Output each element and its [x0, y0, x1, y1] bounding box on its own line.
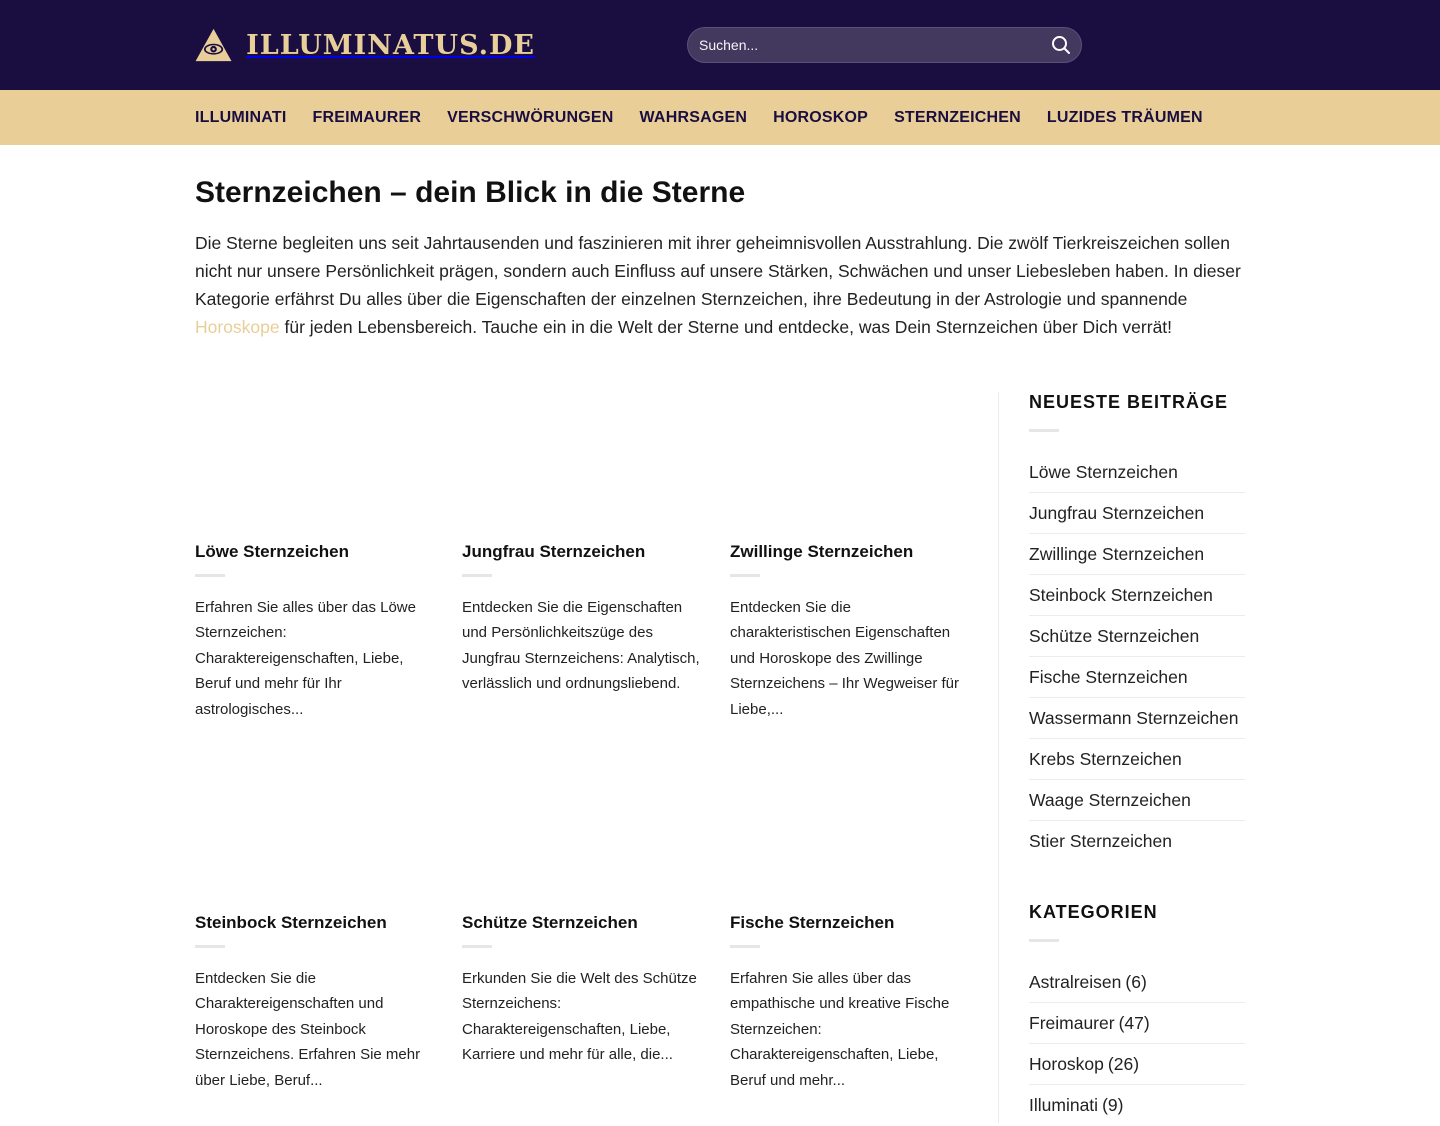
list-item	[1029, 780, 1245, 821]
post-card	[195, 542, 435, 722]
post-divider	[195, 945, 225, 948]
post-card	[730, 913, 970, 1093]
category-intro	[195, 229, 1245, 341]
list-item	[1029, 1003, 1245, 1044]
widget-divider	[1029, 939, 1059, 942]
sidebar	[1029, 392, 1245, 1126]
list-item	[1029, 698, 1245, 739]
list-item	[1029, 739, 1245, 780]
list-item	[1029, 575, 1245, 616]
logo-text: ILLUMINATUS.DE	[246, 29, 535, 61]
nav-item-freimaurer[interactable]: FREIMAURER	[312, 108, 422, 126]
search-input[interactable]	[688, 28, 1041, 62]
post-card	[195, 913, 435, 1093]
post-excerpt: Erfahren Sie alles über das Löwe Sternzeichen: Charaktereigenschaften, Liebe, Beruf und mehr für Ihr astrologisches...	[195, 599, 416, 718]
search-button[interactable]	[1041, 28, 1081, 62]
post-card	[730, 542, 970, 722]
list-item	[1029, 657, 1245, 698]
post-title[interactable]: Steinbock Sternzeichen	[195, 913, 387, 932]
horoskope-link[interactable]: Horoskope	[195, 317, 280, 337]
post-divider	[462, 945, 492, 948]
sidebar-separator	[998, 392, 999, 1123]
post-excerpt: Entdecken Sie die Charaktereigenschaften und Horoskope des Steinbock Sternzeichens. Erfahren Sie mehr über Liebe, Beruf...	[195, 970, 421, 1089]
search-bar	[687, 27, 1082, 63]
main-navigation	[0, 90, 1440, 145]
category-link[interactable]: Astralreisen	[1029, 971, 1122, 992]
widget-divider	[1029, 429, 1059, 432]
post-card	[462, 913, 702, 1068]
list-item	[1029, 616, 1245, 657]
nav-item-horoskop[interactable]: HOROSKOP	[773, 108, 869, 126]
post-excerpt: Erkunden Sie die Welt des Schütze Sternzeichens: Charaktereigenschaften, Liebe, Karriere und mehr für alle, die...	[462, 970, 697, 1064]
post-excerpt: Entdecken Sie die charakteristischen Eigenschaften und Horoskope des Zwillinge Sternzeichens – Ihr Wegweiser für Liebe,...	[730, 599, 959, 718]
nav-list	[195, 90, 1229, 145]
category-count: (47)	[1118, 1012, 1150, 1033]
recent-post-link[interactable]: Krebs Sternzeichen	[1029, 748, 1182, 769]
recent-post-link[interactable]: Löwe Sternzeichen	[1029, 461, 1178, 482]
list-item	[1029, 534, 1245, 575]
page-title: Sternzeichen – dein Blick in die Sterne	[195, 176, 746, 209]
post-divider	[462, 574, 492, 577]
recent-posts-title: NEUESTE BEITRÄGE	[1029, 392, 1229, 412]
recent-posts-list	[1029, 452, 1245, 862]
categories-title: KATEGORIEN	[1029, 902, 1158, 922]
category-link[interactable]: Illuminati	[1029, 1095, 1099, 1115]
intro-text-end: für jeden Lebensbereich. Tauche ein in die Welt der Sterne und entdecke, was Dein Sternzeichen über Dich verrät!	[279, 317, 1173, 337]
category-count: (6)	[1125, 971, 1147, 992]
nav-item-wahrsagen[interactable]: WAHRSAGEN	[639, 108, 748, 126]
list-item	[1029, 1085, 1245, 1126]
recent-post-link[interactable]: Waage Sternzeichen	[1029, 789, 1191, 810]
list-item	[1029, 821, 1245, 862]
post-title[interactable]: Schütze Sternzeichen	[462, 913, 638, 932]
eye-pyramid-icon	[195, 17, 232, 73]
recent-post-link[interactable]: Zwillinge Sternzeichen	[1029, 543, 1205, 564]
category-count: (9)	[1102, 1095, 1124, 1115]
categories-list	[1029, 962, 1245, 1126]
list-item	[1029, 493, 1245, 534]
post-excerpt: Erfahren Sie alles über das empathische und kreative Fische Sternzeichen: Charaktereigenschaften, Liebe, Beruf und mehr...	[730, 970, 950, 1089]
recent-post-link[interactable]: Schütze Sternzeichen	[1029, 625, 1200, 646]
recent-post-link[interactable]: Steinbock Sternzeichen	[1029, 584, 1213, 605]
post-divider	[730, 574, 760, 577]
post-title[interactable]: Jungfrau Sternzeichen	[462, 542, 646, 561]
nav-item-luzides-traeumen[interactable]: LUZIDES TRÄUMEN	[1046, 108, 1203, 126]
nav-item-verschwoerungen[interactable]: VERSCHWÖRUNGEN	[447, 108, 614, 126]
recent-post-link[interactable]: Wassermann Sternzeichen	[1029, 707, 1239, 728]
list-item	[1029, 962, 1245, 1003]
post-title[interactable]: Zwillinge Sternzeichen	[730, 542, 914, 561]
post-title[interactable]: Löwe Sternzeichen	[195, 542, 349, 561]
post-excerpt: Entdecken Sie die Eigenschaften und Persönlichkeitszüge des Jungfrau Sternzeichens: Analytisch, verlässlich und ordnungsliebend.	[462, 599, 700, 693]
category-link[interactable]: Freimaurer	[1029, 1012, 1115, 1033]
recent-post-link[interactable]: Fische Sternzeichen	[1029, 666, 1188, 687]
nav-item-sternzeichen[interactable]: STERNZEICHEN	[894, 108, 1021, 126]
post-card	[462, 542, 702, 697]
post-title[interactable]: Fische Sternzeichen	[730, 913, 895, 932]
site-logo[interactable]	[195, 17, 535, 73]
category-link[interactable]: Horoskop	[1029, 1053, 1104, 1074]
post-divider	[730, 945, 760, 948]
recent-post-link[interactable]: Jungfrau Sternzeichen	[1029, 502, 1205, 523]
top-header	[0, 0, 1440, 90]
intro-text-start: Die Sterne begleiten uns seit Jahrtausenden und faszinieren mit ihrer geheimnisvollen Ausstrahlung. Die zwölf Tierkreiszeichen sollen nicht nur unsere Persönlichkeit prägen, sondern auch Einfluss auf unsere Stärken, Schwächen und unser Liebesleben haben. In dieser Kategorie erfährst Du alles über die Eigenschaften der einzelnen Sternzeichen, ihre Bedeutung in der Astrologie und spannende	[195, 233, 1241, 309]
search-icon	[1051, 35, 1071, 55]
list-item	[1029, 452, 1245, 493]
list-item	[1029, 1044, 1245, 1085]
category-count: (26)	[1107, 1053, 1140, 1074]
post-divider	[195, 574, 225, 577]
recent-post-link[interactable]: Stier Sternzeichen	[1029, 831, 1172, 851]
nav-item-illuminati[interactable]: ILLUMINATI	[195, 108, 287, 126]
